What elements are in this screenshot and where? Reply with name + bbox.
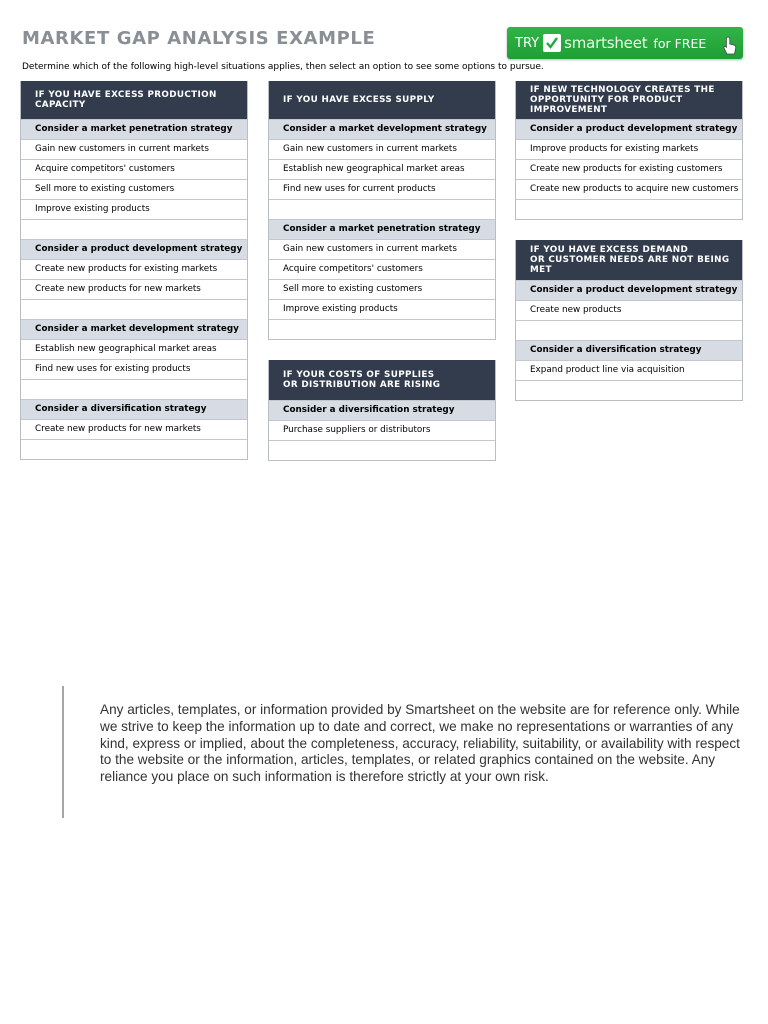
strategy-row[interactable]: Consider a product development strategy — [516, 280, 742, 300]
option-row: Acquire competitors' customers — [21, 159, 247, 179]
option-row: Gain new customers in current markets — [21, 139, 247, 159]
situation-header: IF YOU HAVE EXCESS SUPPLY — [269, 81, 495, 119]
option-row: Improve existing products — [21, 199, 247, 219]
option-row: Create new products for new markets — [21, 419, 247, 439]
option-row: Find new uses for current products — [269, 179, 495, 199]
blank-row — [21, 379, 247, 399]
blank-row — [516, 320, 742, 340]
strategy-row[interactable]: Consider a market development strategy — [269, 119, 495, 139]
situation-header: IF NEW TECHNOLOGY CREATES THE OPPORTUNITY FOR PRODUCT IMPROVEMENT — [516, 81, 742, 119]
column-2 — [268, 81, 496, 481]
strategy-row[interactable]: Consider a market development strategy — [21, 319, 247, 339]
hand-cursor-icon — [723, 36, 737, 56]
strategy-row[interactable]: Consider a product development strategy — [21, 239, 247, 259]
blank-row — [269, 199, 495, 219]
blank-row — [516, 199, 742, 219]
option-row: Improve existing products — [269, 299, 495, 319]
option-row: Improve products for existing markets — [516, 139, 742, 159]
blank-row — [516, 380, 742, 400]
option-row: Sell more to existing customers — [21, 179, 247, 199]
situation-block — [20, 81, 248, 460]
strategy-row[interactable]: Consider a market penetration strategy — [21, 119, 247, 139]
situation-block — [515, 240, 743, 401]
situation-block — [268, 360, 496, 461]
option-row: Create new products for existing markets — [21, 259, 247, 279]
free-label: for FREE — [653, 35, 707, 51]
option-row: Establish new geographical market areas — [269, 159, 495, 179]
situation-block — [268, 81, 496, 340]
option-row: Create new products to acquire new customers — [516, 179, 742, 199]
try-smartsheet-button[interactable] — [507, 27, 743, 59]
option-row: Create new products for new markets — [21, 279, 247, 299]
strategy-row[interactable]: Consider a product development strategy — [516, 119, 742, 139]
blank-row — [21, 299, 247, 319]
checkmark-icon — [543, 34, 561, 52]
blank-row — [21, 439, 247, 459]
page-title: MARKET GAP ANALYSIS EXAMPLE — [22, 28, 376, 49]
option-row: Create new products — [516, 300, 742, 320]
option-row: Expand product line via acquisition — [516, 360, 742, 380]
option-row: Purchase suppliers or distributors — [269, 420, 495, 440]
strategy-row[interactable]: Consider a diversification strategy — [269, 400, 495, 420]
option-row: Create new products for existing customers — [516, 159, 742, 179]
brand-name: smartsheet — [564, 34, 648, 52]
strategy-row[interactable]: Consider a diversification strategy — [516, 340, 742, 360]
situation-header: IF YOUR COSTS OF SUPPLIES OR DISTRIBUTION ARE RISING — [269, 360, 495, 400]
strategy-row[interactable]: Consider a diversification strategy — [21, 399, 247, 419]
situation-header: IF YOU HAVE EXCESS PRODUCTION CAPACITY — [21, 81, 247, 119]
disclaimer-text: Any articles, templates, or information provided by Smartsheet on the website are for reference only. While we strive to keep the information up to date and correct, we make no representations or warranties of any kind, express or implied, about the completeness, accuracy, reliability, suitability, or availability with respect to the website or the information, articles, templates, or related graphics contained on the website. Any reliance you place on such information is therefore strictly at your own risk. — [100, 702, 740, 785]
blank-row — [21, 219, 247, 239]
option-row: Establish new geographical market areas — [21, 339, 247, 359]
blank-row — [269, 319, 495, 339]
option-row: Gain new customers in current markets — [269, 139, 495, 159]
column-1 — [20, 81, 248, 480]
option-row: Acquire competitors' customers — [269, 259, 495, 279]
blank-row — [269, 440, 495, 460]
try-label: TRY — [515, 35, 540, 51]
situation-header: IF YOU HAVE EXCESS DEMAND OR CUSTOMER NEEDS ARE NOT BEING MET — [516, 240, 742, 280]
column-3 — [515, 81, 743, 421]
situation-block — [515, 81, 743, 220]
option-row: Sell more to existing customers — [269, 279, 495, 299]
option-row: Gain new customers in current markets — [269, 239, 495, 259]
page-subtitle: Determine which of the following high-level situations applies, then select an option to see some options to pursue. — [22, 62, 544, 72]
strategy-row[interactable]: Consider a market penetration strategy — [269, 219, 495, 239]
option-row: Find new uses for existing products — [21, 359, 247, 379]
disclaimer-box — [62, 686, 752, 818]
